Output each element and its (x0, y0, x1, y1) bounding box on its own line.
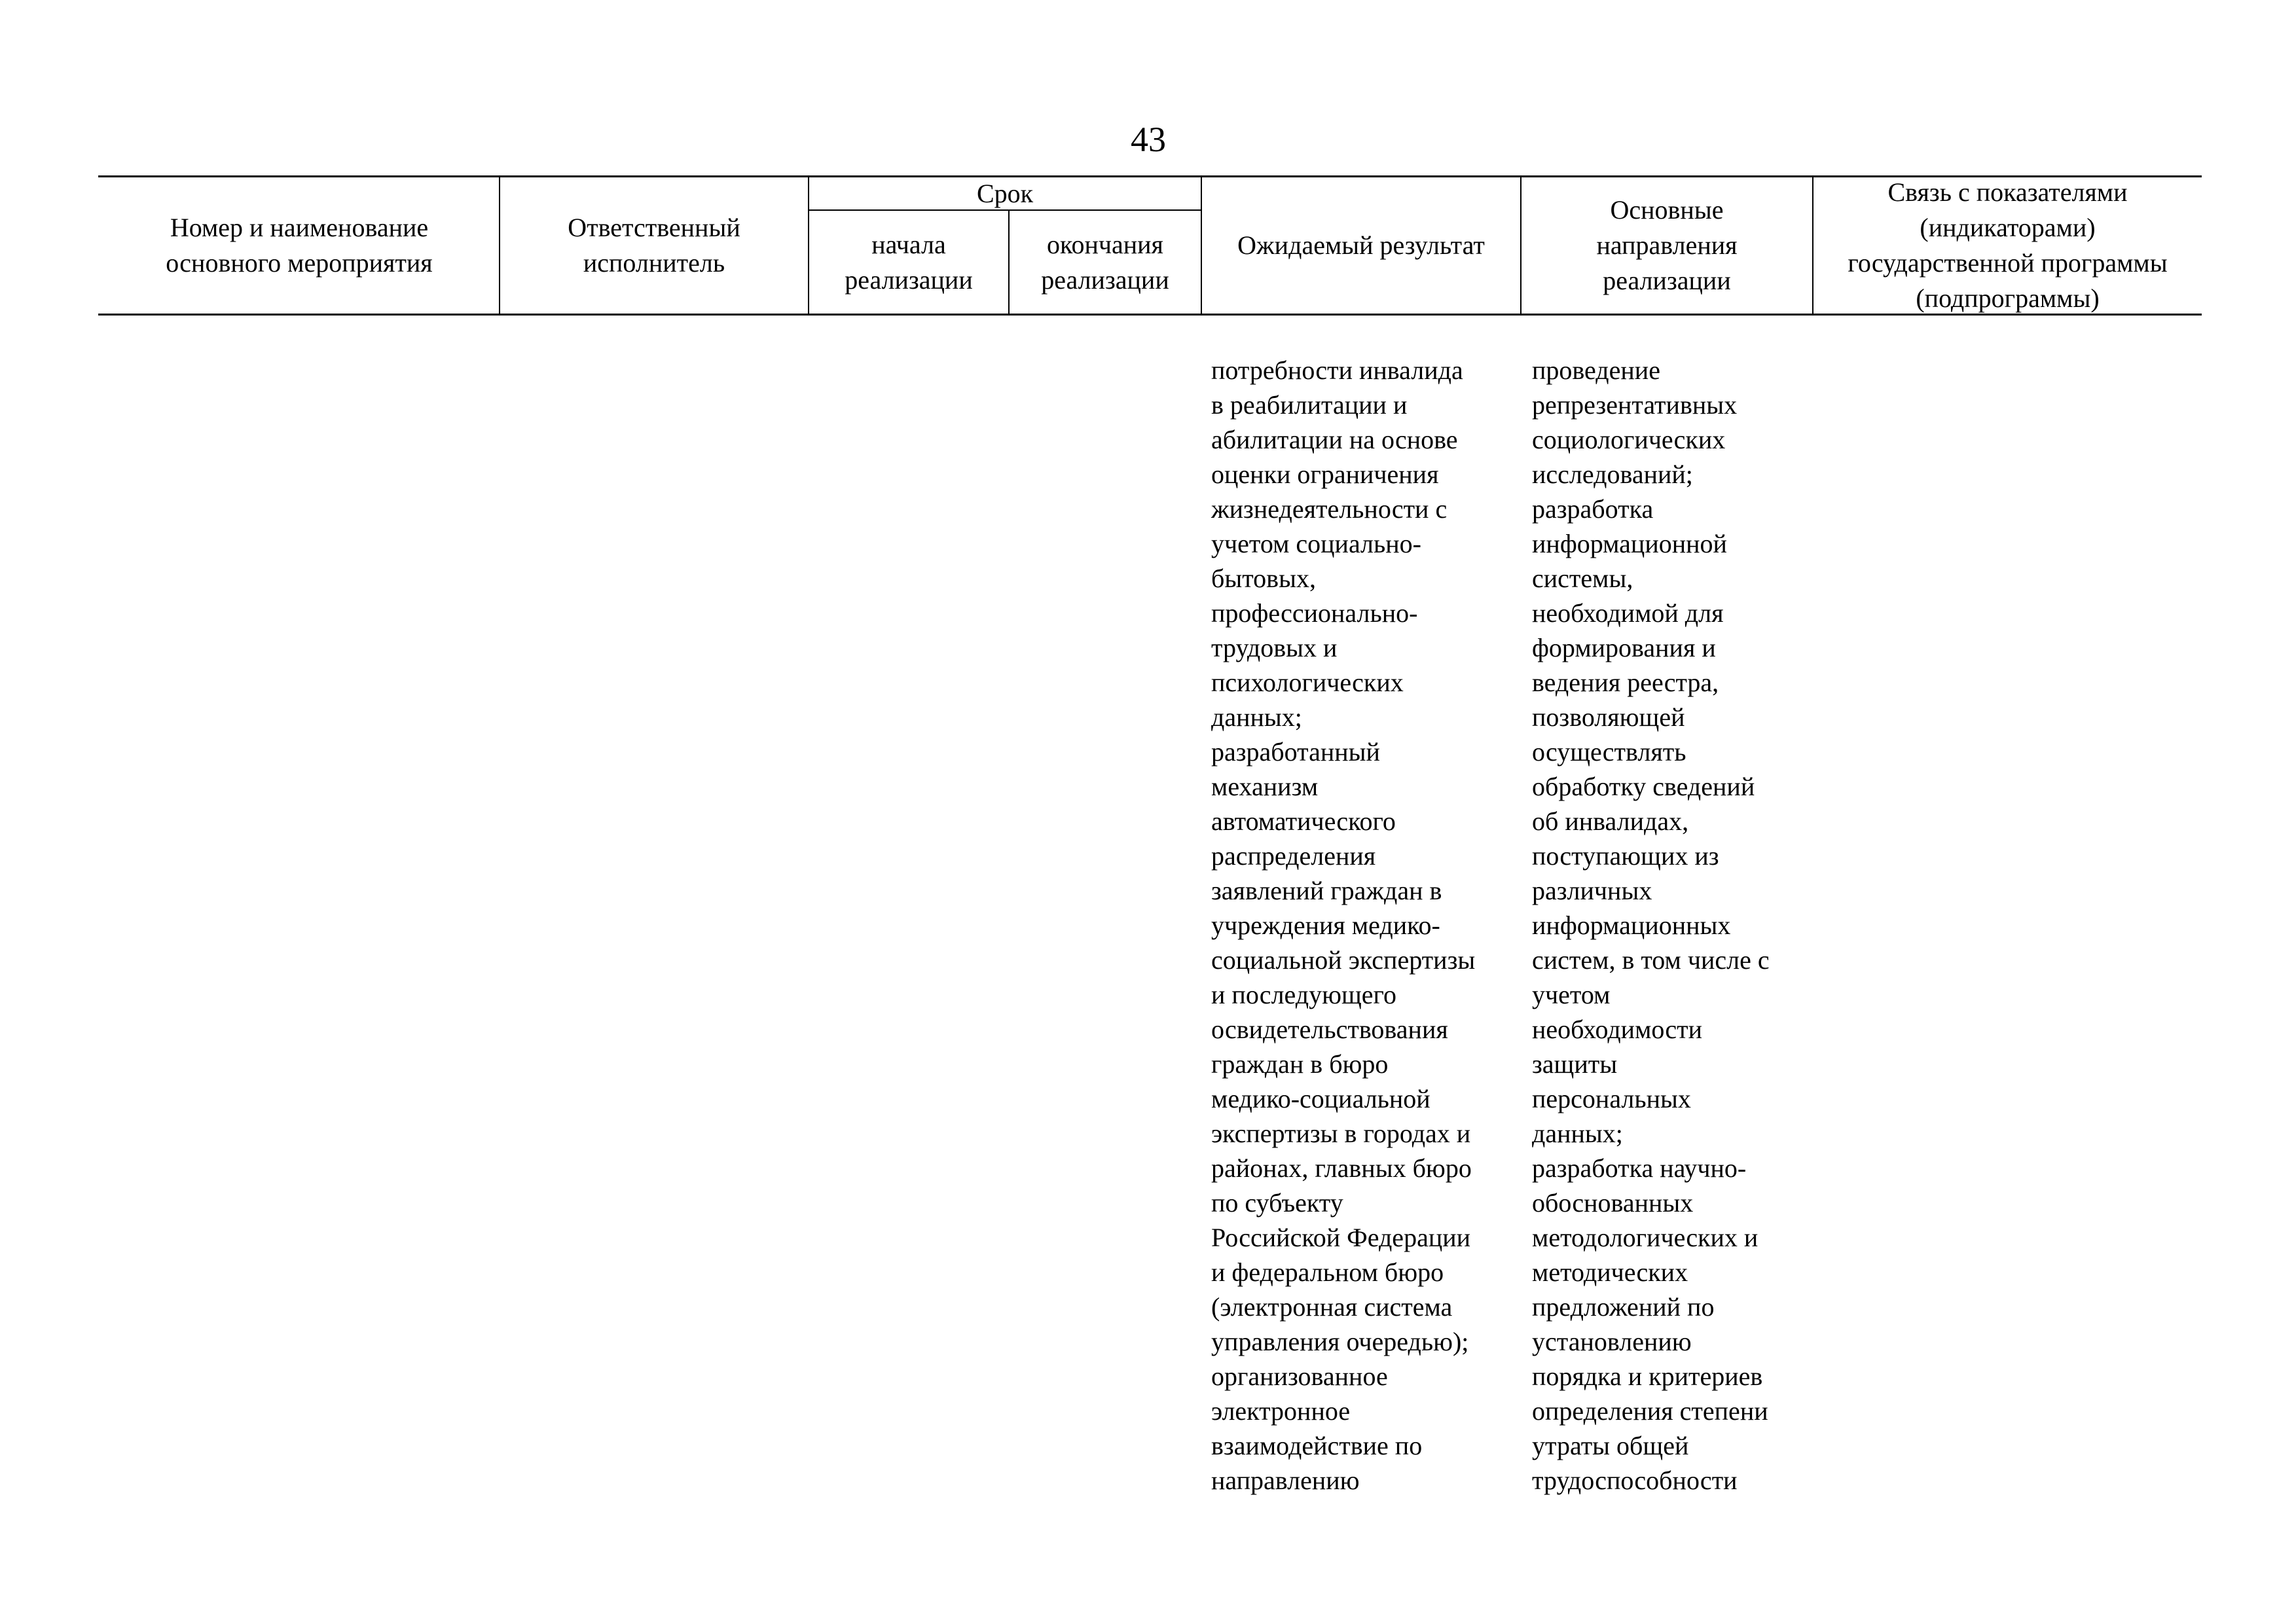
text-line: и федеральном бюро (1211, 1257, 1444, 1287)
text-line: и последующего (1211, 980, 1396, 1009)
text-line: информационных (1532, 911, 1731, 940)
text-line: репрезентативных (1532, 390, 1738, 420)
text-line: формирования и (1532, 633, 1716, 662)
header-expected-result: Ожидаемый результат (1237, 230, 1485, 260)
text-line: проведение (1532, 355, 1660, 385)
text-line: граждан в бюро (1211, 1049, 1389, 1079)
text-line: трудовых и (1211, 633, 1338, 662)
text-line: разработка научно- (1532, 1153, 1747, 1183)
text-line: поступающих из (1532, 841, 1719, 871)
text-line: установлению (1532, 1327, 1692, 1356)
text-line: предложений по (1532, 1292, 1715, 1322)
text-line: данных; (1532, 1119, 1623, 1148)
text-line: медико-социальной (1211, 1084, 1430, 1113)
text-line: позволяющей (1532, 702, 1685, 732)
text-line: утраты общей (1532, 1431, 1689, 1460)
text-line: (электронная система (1211, 1292, 1453, 1322)
text-line: в реабилитации и (1211, 390, 1408, 420)
text-line: жизнедеятельности с (1211, 494, 1448, 524)
text-line: персональных (1532, 1084, 1691, 1113)
text-line: информационной (1532, 529, 1727, 558)
text-line: организованное (1211, 1362, 1388, 1391)
text-line: исследований; (1532, 460, 1693, 489)
text-line: методологических и (1532, 1223, 1758, 1252)
text-line: взаимодействие по (1211, 1431, 1423, 1460)
text-line: направлению (1211, 1466, 1360, 1495)
text-line: абилитации на основе (1211, 425, 1458, 454)
text-line: оценки ограничения (1211, 460, 1439, 489)
header-indicators-link: Связь с показателями (индикаторами) государственной программы (подпрограммы) (1848, 177, 2168, 313)
header-responsible-executor: Ответственный исполнитель (568, 213, 740, 278)
text-line: определения степени (1532, 1396, 1768, 1426)
text-line: потребности инвалида (1211, 355, 1463, 385)
text-line: Российской Федерации (1211, 1223, 1471, 1252)
text-line: экспертизы в городах и (1211, 1119, 1471, 1148)
text-line: электронное (1211, 1396, 1351, 1426)
text-line: управления очередью); (1211, 1327, 1469, 1356)
text-line: учреждения медико- (1211, 911, 1440, 940)
text-line: обработку сведений (1532, 772, 1755, 801)
text-line: осуществлять (1532, 737, 1686, 767)
text-line: необходимой для (1532, 598, 1724, 628)
text-line: заявлений граждан в (1211, 876, 1442, 905)
text-line: освидетельствования (1211, 1015, 1448, 1044)
text-line: бытовых, (1211, 564, 1316, 593)
text-line: психологических (1211, 668, 1404, 697)
text-line: обоснованных (1532, 1188, 1694, 1218)
text-line: трудоспособности (1532, 1466, 1738, 1495)
text-line: методических (1532, 1257, 1688, 1287)
header-period-start: начала реализации (845, 229, 973, 295)
text-line: разработка (1532, 494, 1654, 524)
text-line: автоматического (1211, 806, 1396, 836)
text-line: об инвалидах, (1532, 806, 1689, 836)
main-directions-cell (1532, 353, 1812, 1498)
text-line: социологических (1532, 425, 1726, 454)
text-line: данных; (1211, 702, 1302, 732)
text-line: социальной экспертизы (1211, 945, 1476, 975)
text-line: распределения (1211, 841, 1376, 871)
text-line: учетом социально- (1211, 529, 1421, 558)
text-line: профессионально- (1211, 598, 1418, 628)
text-line: учетом (1532, 980, 1611, 1009)
text-line: районах, главных бюро (1211, 1153, 1472, 1183)
text-line: разработанный (1211, 737, 1380, 767)
text-line: по субъекту (1211, 1188, 1343, 1218)
text-line: систем, в том числе с (1532, 945, 1770, 975)
text-line: ведения реестра, (1532, 668, 1719, 697)
text-line: порядка и критериев (1532, 1362, 1763, 1391)
page-number: 43 (1131, 120, 1166, 159)
header-period-end: окончания реализации (1041, 229, 1169, 295)
text-line: необходимости (1532, 1015, 1703, 1044)
text-line: различных (1532, 876, 1652, 905)
expected-result-cell (1211, 353, 1520, 1498)
header-main-directions: Основные направления реализации (1596, 195, 1738, 295)
text-line: защиты (1532, 1049, 1618, 1079)
text-line: системы, (1532, 564, 1633, 593)
text-line: механизм (1211, 772, 1319, 801)
header-period: Срок (976, 178, 1034, 208)
header-activity-name: Номер и наименование основного мероприятия (166, 213, 433, 278)
